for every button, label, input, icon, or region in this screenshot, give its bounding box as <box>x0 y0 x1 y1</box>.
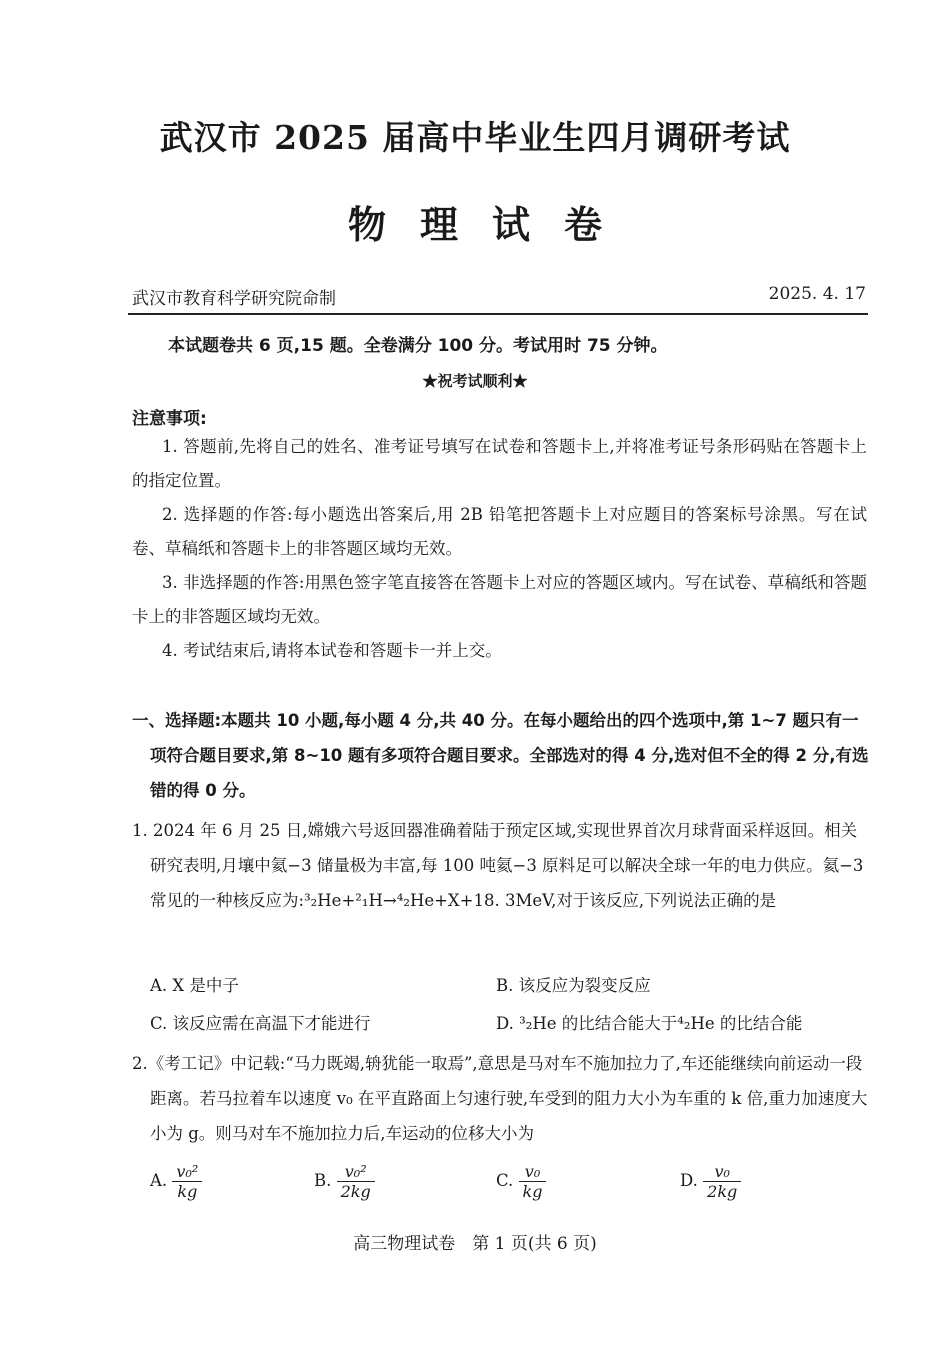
exam-info: 本试题卷共 6 页,15 题。全卷满分 100 分。考试用时 75 分钟。 <box>168 336 668 356</box>
q1-option-b: B. 该反应为裂变反应 <box>496 976 651 995</box>
q1-reaction: ³₂He+²₁H→⁴₂He+X+18. 3MeV <box>304 891 552 910</box>
q2-option-d-den: 2kg <box>707 1182 738 1201</box>
q1-option-c: C. 该反应需在高温下才能进行 <box>150 1014 371 1033</box>
header-divider <box>128 313 868 315</box>
q2-option-d-fraction <box>703 1162 741 1201</box>
q2-option-c-fraction <box>519 1162 547 1201</box>
q2-option-c-den: kg <box>522 1182 543 1201</box>
good-luck-line: ★祝考试顺利★ <box>422 372 528 390</box>
note-item-3: 3. 非选择题的作答:用黑色签字笔直接答在答题卡上对应的答题区域内。写在试卷、草稿纸和答题卡上的非答题区域均无效。 <box>132 573 867 626</box>
note-item-1: 1. 答题前,先将自己的姓名、准考证号填写在试卷和答题卡上,并将准考证号条形码贴在答题卡上的指定位置。 <box>132 437 867 490</box>
q2-option-c <box>496 1162 546 1201</box>
q2-option-c-label: C. <box>496 1171 514 1190</box>
q2-option-c-num: v₀ <box>519 1162 547 1182</box>
q2-option-b-fraction <box>337 1162 375 1201</box>
exam-title: 武汉市 2025 届高中毕业生四月调研考试 <box>159 118 791 157</box>
q2-option-a-num: v₀² <box>172 1162 202 1182</box>
q2-option-b-label: B. <box>314 1171 332 1190</box>
question-1 <box>132 813 869 918</box>
issuer: 武汉市教育科学研究院命制 <box>132 289 336 309</box>
q2-option-b-num: v₀² <box>337 1162 375 1182</box>
note-item-4: 4. 考试结束后,请将本试卷和答题卡一并上交。 <box>162 641 502 660</box>
exam-date: 2025. 4. 17 <box>768 284 866 304</box>
q2-option-d-num: v₀ <box>703 1162 741 1182</box>
question-2: 2.《考工记》中记载:“马力既竭,辀犹能一取焉”,意思是马对车不施加拉力了,车还能继续向前运动一段距离。若马拉着车以速度 v₀ 在平直路面上匀速行驶,车受到的阻力大小为车重的 k 倍,重力加速度大小为 g。则马对车不施加拉力后,车运动的位移大小为 <box>132 1054 868 1143</box>
section-heading: 一、选择题:本题共 10 小题,每小题 4 分,共 40 分。在每小题给出的四个选项中,第 1~7 题只有一项符合题目要求,第 8~10 题有多项符合题目要求。全部选对的得 4 分,选对但不全的得 2 分,有选错的得 0 分。 <box>132 711 869 800</box>
q2-option-a <box>150 1162 202 1201</box>
subject-title: 物理试卷 <box>347 202 636 247</box>
q1-text-a: 1. 2024 年 6 月 25 日,嫦娥六号返回器准确着陆于预定区域,实现世界首次月球背面采样返回。相关研究表明,月壤中氦−3 储量极为丰富,每 100 吨氦−3 原料足可以解决全球一年的电力供应。氦−3 常见的一种核反应为: <box>132 821 864 910</box>
notes-title: 注意事项: <box>132 409 207 429</box>
q2-option-a-label: A. <box>150 1171 168 1190</box>
q2-option-b <box>314 1162 375 1201</box>
q2-option-d-label: D. <box>680 1171 698 1190</box>
q2-option-d <box>680 1162 741 1201</box>
q1-option-d: D. ³₂He 的比结合能大于⁴₂He 的比结合能 <box>496 1014 803 1033</box>
q2-option-a-fraction <box>172 1162 202 1201</box>
q2-option-b-den: 2kg <box>340 1182 371 1201</box>
q2-option-a-den: kg <box>177 1182 198 1201</box>
page-footer: 高三物理试卷 第 1 页(共 6 页) <box>353 1234 597 1254</box>
q1-text-b: ,对于该反应,下列说法正确的是 <box>551 891 777 910</box>
note-item-2: 2. 选择题的作答:每小题选出答案后,用 2B 铅笔把答题卡上对应题目的答案标号涂黑。写在试卷、草稿纸和答题卡上的非答题区域均无效。 <box>132 505 867 558</box>
q1-option-a: A. X 是中子 <box>150 976 239 995</box>
